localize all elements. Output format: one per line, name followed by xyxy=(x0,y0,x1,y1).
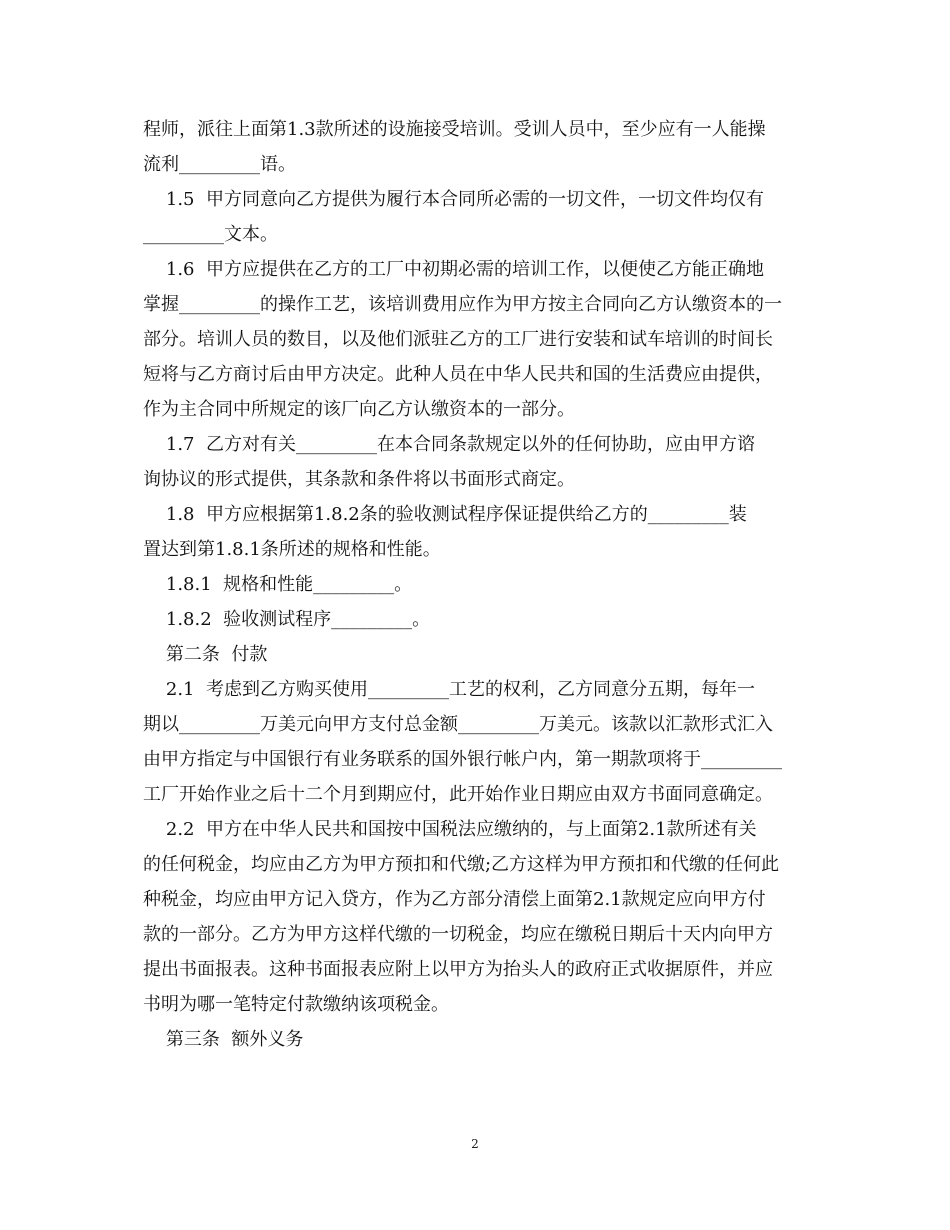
text-line: 款的一部分。乙方为甲方这样代缴的一切税金，均应在缴税日期后十天内向甲方 xyxy=(143,924,773,945)
clause-2-2: 2.2 甲方在中华人民共和国按中国税法应缴纳的，与上面第2.1款所述有关 xyxy=(143,819,757,840)
article-3-heading: 第三条 额外义务 xyxy=(143,1029,304,1050)
text-line: 书明为哪一笔特定付款缴纳该项税金。 xyxy=(143,994,449,1015)
text-line: 流利_________语。 xyxy=(143,154,296,175)
document-body xyxy=(143,112,805,1057)
clause-1-8: 1.8 甲方应根据第1.8.2条的验收测试程序保证提供给乙方的_________装 xyxy=(143,504,747,525)
text-line: 由甲方指定与中国银行有业务联系的国外银行帐户内，第一期款项将于_________ xyxy=(143,749,782,770)
clause-1-6: 1.6 甲方应提供在乙方的工厂中初期必需的培训工作，以便使乙方能正确地 xyxy=(143,259,764,280)
text-line: 短将与乙方商讨后由甲方决定。此种人员在中华人民共和国的生活费应由提供， xyxy=(143,364,773,385)
text-line: 作为主合同中所规定的该厂向乙方认缴资本的一部分。 xyxy=(143,399,575,420)
text-line: 掌握_________的操作工艺，该培训费用应作为甲方按主合同向乙方认缴资本的一 xyxy=(143,294,782,315)
page-number: 2 xyxy=(471,1137,479,1151)
clause-1-8-2: 1.8.2 验收测试程序_________。 xyxy=(143,609,431,630)
text-line: 工厂开始作业之后十二个月到期应付，此开始作业日期应由双方书面同意确定。 xyxy=(143,784,773,805)
text-line: _________文本。 xyxy=(143,224,278,245)
text-line: 的任何税金，均应由乙方为甲方预扣和代缴;乙方这样为甲方预扣和代缴的任何此 xyxy=(143,854,780,875)
clause-2-1: 2.1 考虑到乙方购买使用_________工艺的权利，乙方同意分五期，每年一 xyxy=(143,679,755,700)
article-2-heading: 第二条 付款 xyxy=(143,644,268,665)
clause-1-7: 1.7 乙方对有关_________在本合同条款规定以外的任何协助，应由甲方谘 xyxy=(143,434,755,455)
text-line: 置达到第1.8.1条所述的规格和性能。 xyxy=(143,539,441,560)
text-line: 期以_________万美元向甲方支付总金额_________万美元。该款以汇款形式汇入 xyxy=(143,714,773,735)
text-line: 部分。培训人员的数目，以及他们派驻乙方的工厂进行安装和试车培训的时间长 xyxy=(143,329,773,350)
text-line: 程师，派往上面第1.3款所述的设施接受培训。受训人员中，至少应有一人能操 xyxy=(143,119,766,140)
text-line: 种税金，均应由甲方记入贷方，作为乙方部分清偿上面第2.1款规定应向甲方付 xyxy=(143,889,766,910)
clause-1-8-1: 1.8.1 规格和性能_________。 xyxy=(143,574,413,595)
text-line: 询协议的形式提供，其条款和条件将以书面形式商定。 xyxy=(143,469,575,490)
clause-1-5: 1.5 甲方同意向乙方提供为履行本合同所必需的一切文件，一切文件均仅有 xyxy=(143,189,764,210)
text-line: 提出书面报表。这种书面报表应附上以甲方为抬头人的政府正式收据原件，并应 xyxy=(143,959,773,980)
